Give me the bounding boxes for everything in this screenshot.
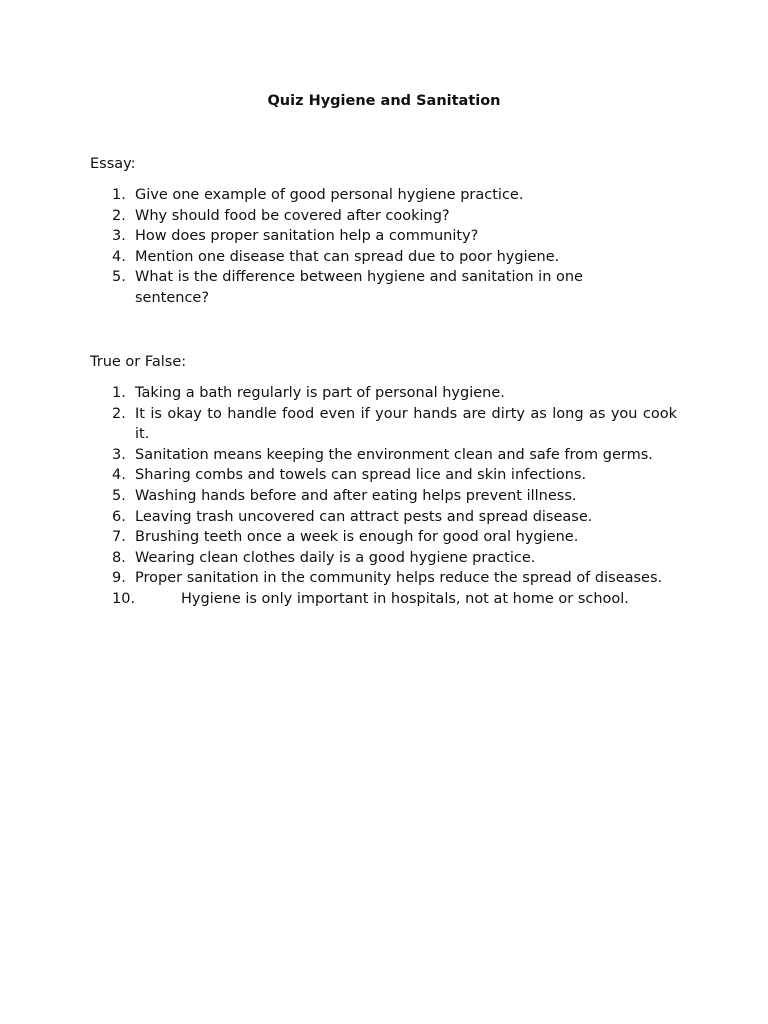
question-text: Mention one disease that can spread due to poor hygiene. (135, 248, 560, 265)
true-false-question-list (0, 383, 768, 610)
question-number: 3. (112, 446, 126, 463)
question-number: 5. (112, 269, 126, 286)
question-number: 9. (112, 570, 126, 587)
true-false-question (0, 465, 768, 486)
question-text: Proper sanitation in the community helps reduce the spread of diseases. (135, 570, 663, 587)
true-false-section-label: True or False: (90, 354, 187, 370)
question-number: 5. (112, 487, 126, 504)
essay-question (0, 267, 768, 308)
question-text: Leaving trash uncovered can attract pests and spread disease. (135, 508, 593, 525)
question-number: 6. (112, 508, 126, 525)
true-false-question (0, 548, 768, 569)
true-false-question (0, 486, 768, 507)
question-text: Washing hands before and after eating helps prevent illness. (135, 487, 577, 504)
essay-question (0, 206, 768, 227)
question-number: 1. (112, 187, 126, 203)
true-false-question (0, 527, 768, 548)
question-number: 1. (112, 385, 126, 401)
question-text: Brushing teeth once a week is enough for good oral hygiene. (135, 529, 579, 546)
question-number: 2. (112, 207, 126, 224)
question-text: Give one example of good personal hygiene practice. (135, 187, 524, 203)
essay-question (0, 226, 768, 247)
question-number: 4. (112, 248, 126, 265)
question-number: 8. (112, 549, 126, 566)
question-number: 2. (112, 405, 126, 422)
question-number: 7. (112, 529, 126, 546)
question-text: Wearing clean clothes daily is a good hygiene practice. (135, 549, 536, 566)
question-text: Sharing combs and towels can spread lice and skin infections. (135, 467, 587, 484)
question-number: 10. (112, 590, 136, 607)
question-text: Hygiene is only important in hospitals, not at home or school. (181, 590, 629, 607)
true-false-question (0, 404, 768, 445)
essay-question (0, 185, 768, 206)
question-number: 3. (112, 228, 126, 245)
true-false-question (0, 568, 768, 589)
question-text: It is okay to handle food even if your hands are dirty as long as you cook it. (135, 405, 677, 443)
true-false-question (0, 383, 768, 404)
true-false-question (0, 589, 768, 610)
essay-section-label: Essay: (90, 156, 136, 172)
question-text: What is the difference between hygiene and sanitation in one sentence? (135, 269, 583, 306)
question-number: 4. (112, 467, 126, 484)
essay-question-list (0, 185, 768, 309)
document-title: Quiz Hygiene and Sanitation (267, 93, 501, 109)
question-text: Why should food be covered after cooking? (135, 207, 450, 224)
true-false-question (0, 445, 768, 466)
question-text: Taking a bath regularly is part of personal hygiene. (135, 385, 505, 401)
essay-question (0, 247, 768, 268)
question-text: Sanitation means keeping the environment clean and safe from germs. (135, 446, 653, 463)
true-false-question (0, 507, 768, 528)
question-text: How does proper sanitation help a community? (135, 228, 479, 245)
